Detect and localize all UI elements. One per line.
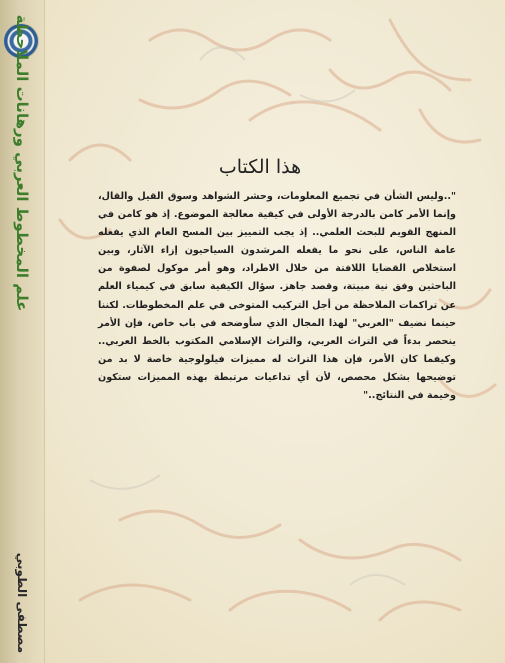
spine-author: مصطفى الطوبي xyxy=(15,552,29,654)
back-cover-blurb xyxy=(98,188,456,405)
back-cover-heading: هذا الكتاب xyxy=(218,156,302,178)
book-spine xyxy=(0,0,45,663)
spine-title: علم المخطوط العربي ورهانات الملاحظة xyxy=(13,14,31,312)
blurb-paragraph: "..وليس الشأن في تجميع المعلومات، وحشر الشواهد وسوق القيل والقال، وإنما الأمر كامن بالدرجة الأولى في كيفية معالجة الموضوع. إذ هو كامن في المنهج القويم للبحث العلمي.. إذ يجب التمييز بين المسح العام الذي يفعله عامة الناس، على نحو ما يفعله المرشدون السياحيون إزاء الآثار، وبين استخلاص القضايا اللافتة من خلال الاطراد، وهو أمر موكول لصفوة من الباحثين وفق نية مبيتة، وقصد جاهز. سؤال الكيفية سابق في كيمياء العلم عن تراكمات الملاحظة من أجل التركيب المتوخى في علم المخطوطات. لكننا حينما نضيف "العربي" لهذا المجال الذي سأوضحه في باب خاص، فإن الأمر ينحصر بدءاً في التراث العربي، والتراث الإسلامي المكتوب بالخط العربي.. وكيفما كان الأمر، فإن هذا التراث له مميزات فيلولوجية خاصة لا بد من توضيحها بشكل محصص، لأن أي تداعيات مرتبطة بهذه المميزات ستكون وخيمة في النتائج.." xyxy=(98,191,456,402)
